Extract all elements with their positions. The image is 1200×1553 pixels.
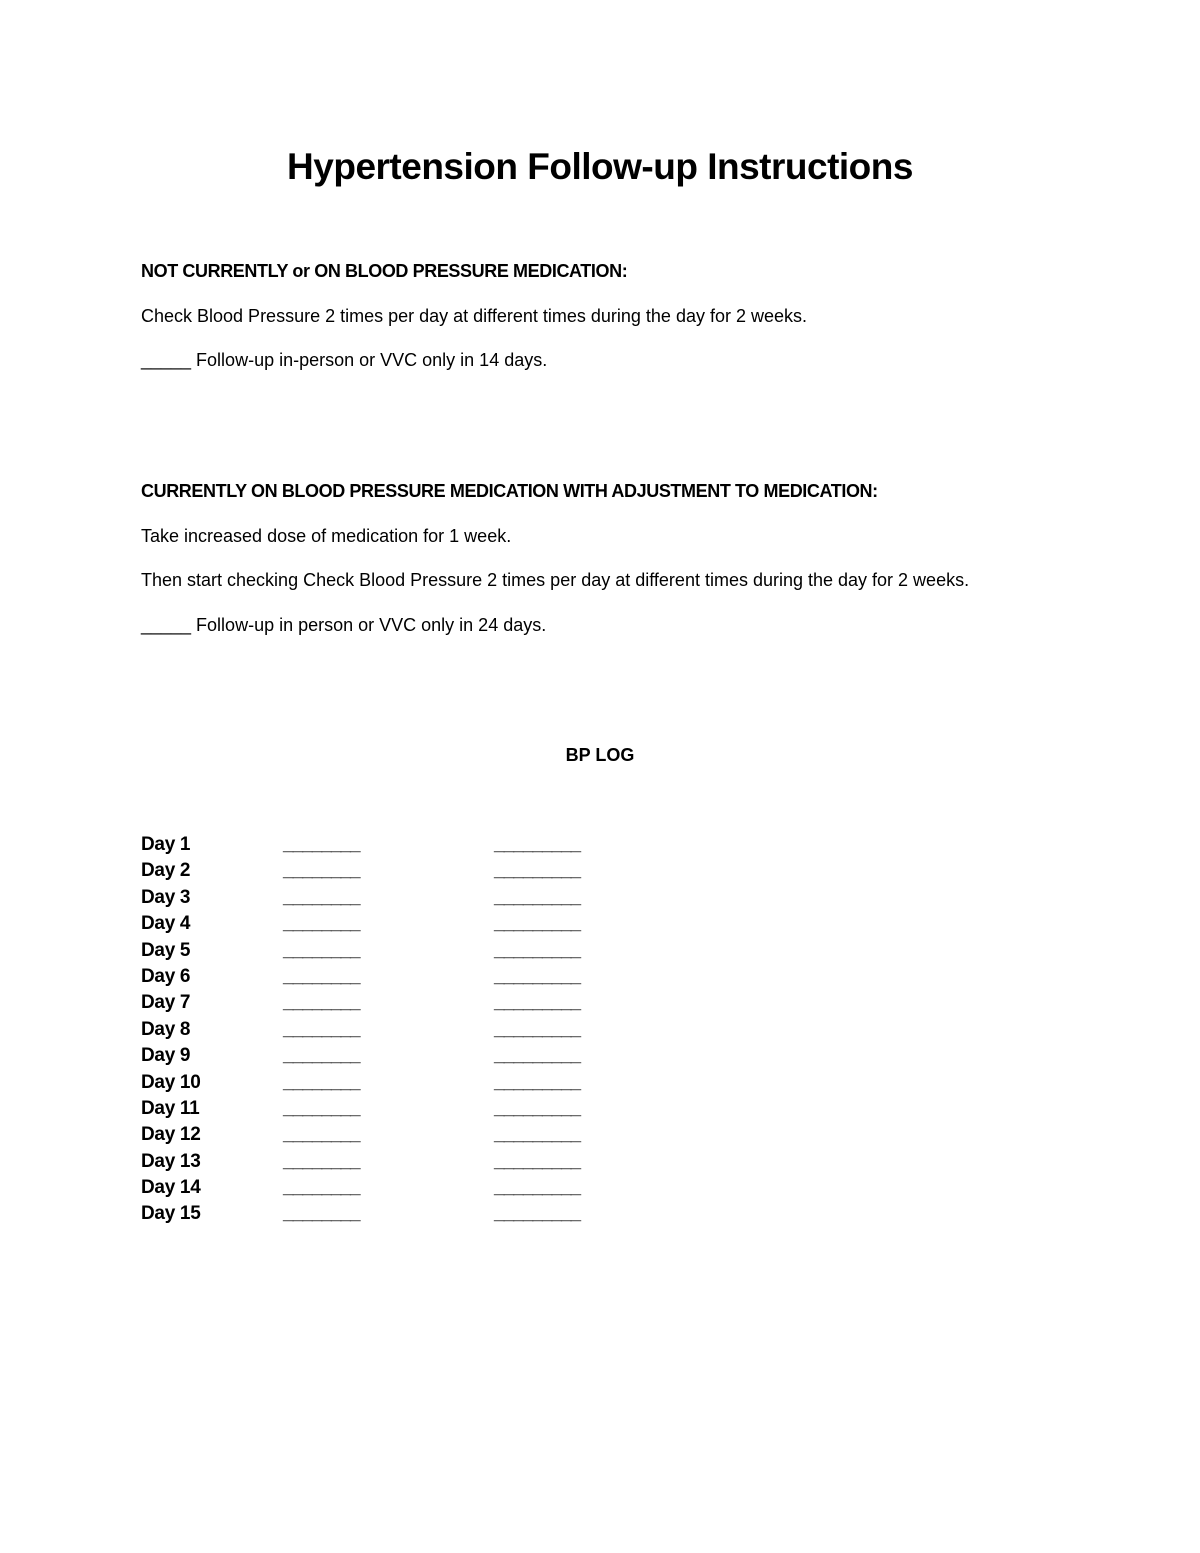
bp-reading-blank-1: ________: [283, 860, 360, 882]
bp-log-row: [141, 1019, 741, 1045]
section2-instruction-1: Take increased dose of medication for 1 week.: [141, 526, 512, 546]
bp-log-day-label: Day 9: [141, 1045, 191, 1067]
bp-log-row: [141, 1151, 741, 1177]
section2-followup: _____ Follow-up in person or VVC only in 24 days.: [141, 615, 547, 635]
section2-instruction-2: Then start checking Check Blood Pressure 2 times per day at different times during the day for 2 weeks.: [141, 570, 970, 590]
bp-reading-blank-2: _________: [494, 860, 581, 882]
bp-reading-blank-1: ________: [283, 939, 360, 961]
bp-reading-blank-2: _________: [494, 1018, 581, 1040]
bp-reading-blank-2: _________: [494, 1203, 581, 1225]
bp-reading-blank-1: ________: [283, 1018, 360, 1040]
bp-reading-blank-1: ________: [283, 1097, 360, 1119]
bp-log-row: [141, 1203, 741, 1229]
bp-reading-blank-2: _________: [494, 992, 581, 1014]
section1-followup: _____ Follow-up in-person or VVC only in 14 days.: [141, 350, 548, 370]
bp-log-day-label: Day 7: [141, 992, 191, 1014]
bp-log-day-label: Day 11: [141, 1097, 200, 1119]
bp-reading-blank-1: ________: [283, 1150, 360, 1172]
bp-reading-blank-2: _________: [494, 1150, 581, 1172]
bp-log-day-label: Day 1: [141, 834, 191, 855]
bp-reading-blank-1: ________: [283, 992, 360, 1014]
bp-reading-blank-2: _________: [494, 1097, 581, 1119]
bp-reading-blank-2: _________: [494, 1124, 581, 1146]
bp-reading-blank-2: _________: [494, 1045, 581, 1067]
bp-log-row: [141, 887, 741, 913]
bp-reading-blank-1: ________: [283, 913, 360, 935]
bp-reading-blank-2: _________: [494, 834, 581, 855]
bp-log-day-label: Day 14: [141, 1177, 201, 1199]
bp-reading-blank-2: _________: [494, 1177, 581, 1199]
bp-log-day-label: Day 10: [141, 1071, 201, 1093]
bp-log-day-label: Day 6: [141, 965, 191, 987]
bp-reading-blank-1: ________: [283, 1071, 360, 1093]
bp-log-row: [141, 992, 741, 1018]
bp-log-day-label: Day 8: [141, 1018, 191, 1040]
bp-reading-blank-1: ________: [283, 1124, 360, 1146]
bp-log-list: [141, 834, 741, 1230]
bp-reading-blank-2: _________: [494, 913, 581, 935]
document-title: Hypertension Follow-up Instructions: [287, 146, 913, 187]
bp-log-day-label: Day 3: [141, 886, 191, 908]
bp-reading-blank-2: _________: [494, 965, 581, 987]
bp-log-row: [141, 913, 741, 939]
section2-heading: CURRENTLY ON BLOOD PRESSURE MEDICATION WITH ADJUSTMENT TO MEDICATION:: [141, 481, 878, 501]
bp-reading-blank-1: ________: [283, 1203, 360, 1225]
bp-log-day-label: Day 12: [141, 1124, 201, 1146]
bp-reading-blank-1: ________: [283, 1045, 360, 1067]
bp-log-row: [141, 1124, 741, 1150]
bp-log-day-label: Day 5: [141, 939, 191, 961]
bp-log-row: [141, 1098, 741, 1124]
bp-reading-blank-2: _________: [494, 886, 581, 908]
bp-reading-blank-1: ________: [283, 1177, 360, 1199]
bp-reading-blank-1: ________: [283, 834, 360, 855]
bp-reading-blank-1: ________: [283, 965, 360, 987]
bp-log-row: [141, 940, 741, 966]
section1-heading: NOT CURRENTLY or ON BLOOD PRESSURE MEDICATION:: [141, 261, 628, 281]
bp-log-row: [141, 1177, 741, 1203]
bp-log-row: [141, 966, 741, 992]
bp-log-row: [141, 1072, 741, 1098]
bp-reading-blank-2: _________: [494, 1071, 581, 1093]
bp-log-day-label: Day 15: [141, 1203, 201, 1225]
bp-log-day-label: Day 2: [141, 860, 191, 882]
bp-log-row: [141, 834, 741, 860]
bp-reading-blank-2: _________: [494, 939, 581, 961]
bp-log-row: [141, 860, 741, 886]
bp-reading-blank-1: ________: [283, 886, 360, 908]
section1-instruction: Check Blood Pressure 2 times per day at different times during the day for 2 weeks.: [141, 306, 807, 326]
bp-log-day-label: Day 4: [141, 913, 191, 935]
bp-log-day-label: Day 13: [141, 1150, 201, 1172]
bp-log-title: BP LOG: [565, 745, 635, 765]
bp-log-row: [141, 1045, 741, 1071]
